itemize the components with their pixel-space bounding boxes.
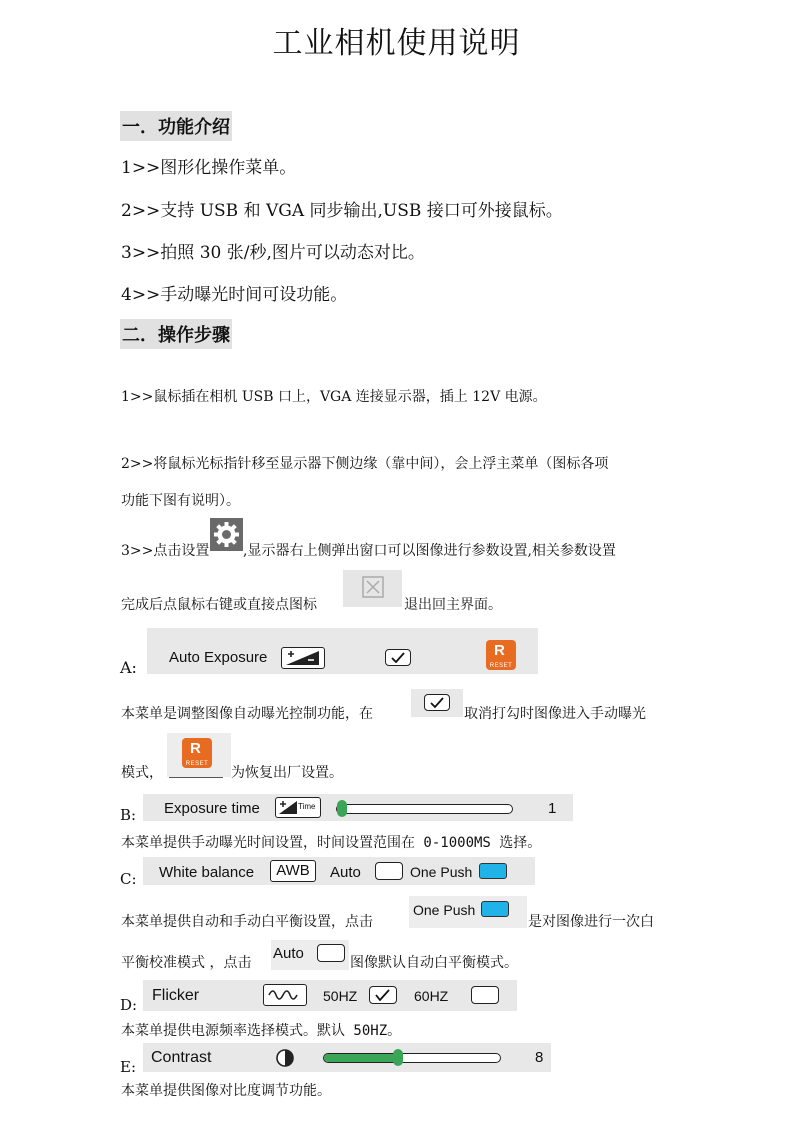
item-description: 取消打勾时图像进入手动曝光 [464, 706, 646, 722]
flicker-60hz-checkbox[interactable] [471, 986, 499, 1004]
page-title: 工业相机使用说明 [272, 26, 521, 61]
contrast-slider[interactable] [323, 1053, 501, 1063]
wb-one-push-button[interactable] [479, 863, 507, 879]
flicker-wave-icon [263, 984, 307, 1006]
item-description: 本菜单提供自动和手动白平衡设置，点击 [121, 914, 373, 930]
auto-example [271, 940, 349, 970]
exposure-time-panel [143, 794, 573, 821]
slider-handle[interactable] [393, 1049, 403, 1066]
check-example [411, 689, 463, 717]
contrast-panel [143, 1043, 551, 1072]
item-description: 本菜单提供手动曝光时间设置，时间设置范围在 0-1000MS 选择。 [121, 835, 542, 851]
item-letter-a: A: [120, 658, 137, 677]
auto-example-label: Auto [273, 945, 304, 962]
wb-one-push-label: One Push [410, 864, 473, 880]
close-icon[interactable] [343, 570, 402, 607]
feature-item: 1>>图形化操作菜单。 [121, 158, 297, 178]
check-icon [391, 652, 405, 663]
exposure-icon[interactable] [281, 647, 325, 669]
auto-example-box [317, 944, 345, 962]
item-letter-e: E: [120, 1058, 137, 1076]
step-text: 完成后点鼠标右键或直接点图标 [121, 597, 317, 613]
item-letter-c: C: [120, 870, 137, 888]
item-description: 本菜单是调整图像自动曝光控制功能，在 [121, 706, 373, 722]
item-description: 是对图像进行一次白 [528, 914, 654, 930]
auto-exposure-checkbox[interactable] [385, 649, 411, 666]
item-description: 为恢复出厂设置。 [231, 765, 343, 781]
flicker-50hz-label: 50HZ [323, 988, 358, 1004]
section-heading-steps: 二．操作步骤 [120, 319, 232, 349]
slider-fill [324, 1054, 398, 1062]
reset-icon: R RESET [182, 738, 212, 768]
step-text: 1>>鼠标插在相机 USB 口上，VGA 连接显示器，插上 12V 电源。 [121, 389, 547, 405]
check-icon-box [424, 694, 450, 711]
one-push-example [409, 896, 527, 928]
reset-icon-example [167, 733, 231, 777]
gear-icon[interactable] [210, 518, 243, 551]
item-description: 图像默认自动白平衡模式。 [350, 955, 518, 971]
reset-button[interactable]: R RESET [486, 640, 516, 670]
section-heading-features: 一．功能介绍 [120, 111, 232, 141]
item-description: 平衡校准模式 ，点击 [121, 955, 252, 971]
step-text: ,显示器右上侧弹出窗口可以图像进行参数设置,相关参数设置 [243, 543, 616, 559]
exposure-time-icon: Time [275, 797, 321, 818]
white-balance-label: White balance [159, 864, 255, 881]
item-description: 本菜单提供图像对比度调节功能。 [121, 1083, 331, 1099]
step-text: 功能下图有说明）。 [121, 493, 240, 509]
item-letter-d: D: [120, 996, 138, 1014]
one-push-example-label: One Push [413, 902, 476, 918]
auto-exposure-panel [147, 628, 538, 674]
check-icon [375, 989, 390, 1001]
auto-exposure-label: Auto Exposure [169, 649, 268, 666]
wb-auto-label: Auto [330, 864, 361, 881]
flicker-label: Flicker [152, 987, 200, 1004]
check-icon [430, 697, 444, 708]
step-text: 2>>将鼠标光标指针移至显示器下侧边缘（靠中间），会上浮主菜单（图标各项 [121, 456, 609, 472]
feature-item: 4>>手动曝光时间可设功能。 [121, 285, 348, 305]
step-text: 退出回主界面。 [404, 597, 502, 613]
wb-auto-checkbox[interactable] [375, 862, 403, 880]
white-balance-panel [143, 857, 535, 885]
feature-item: 2>>支持 USB 和 VGA 同步输出,USB 接口可外接鼠标。 [121, 201, 563, 221]
exposure-time-label: Exposure time [164, 800, 260, 817]
contrast-icon [275, 1048, 295, 1073]
awb-button[interactable]: AWB [270, 860, 316, 882]
item-description: 模式， [121, 765, 163, 781]
one-push-example-button [481, 901, 509, 917]
step-text: 3>>点击设置 [121, 543, 210, 559]
contrast-label: Contrast [151, 1049, 212, 1066]
flicker-60hz-label: 60HZ [414, 988, 449, 1004]
exposure-time-value: 1 [548, 800, 557, 817]
contrast-value: 8 [535, 1049, 544, 1066]
flicker-50hz-checkbox[interactable] [369, 986, 397, 1004]
item-letter-b: B: [120, 806, 137, 824]
flicker-panel [143, 980, 517, 1011]
feature-item: 3>>拍照 30 张/秒,图片可以动态对比。 [121, 243, 425, 263]
item-description: 本菜单提供电源频率选择模式。默认 50HZ。 [121, 1023, 402, 1039]
exposure-time-slider[interactable] [336, 804, 513, 814]
slider-handle[interactable] [337, 800, 347, 817]
